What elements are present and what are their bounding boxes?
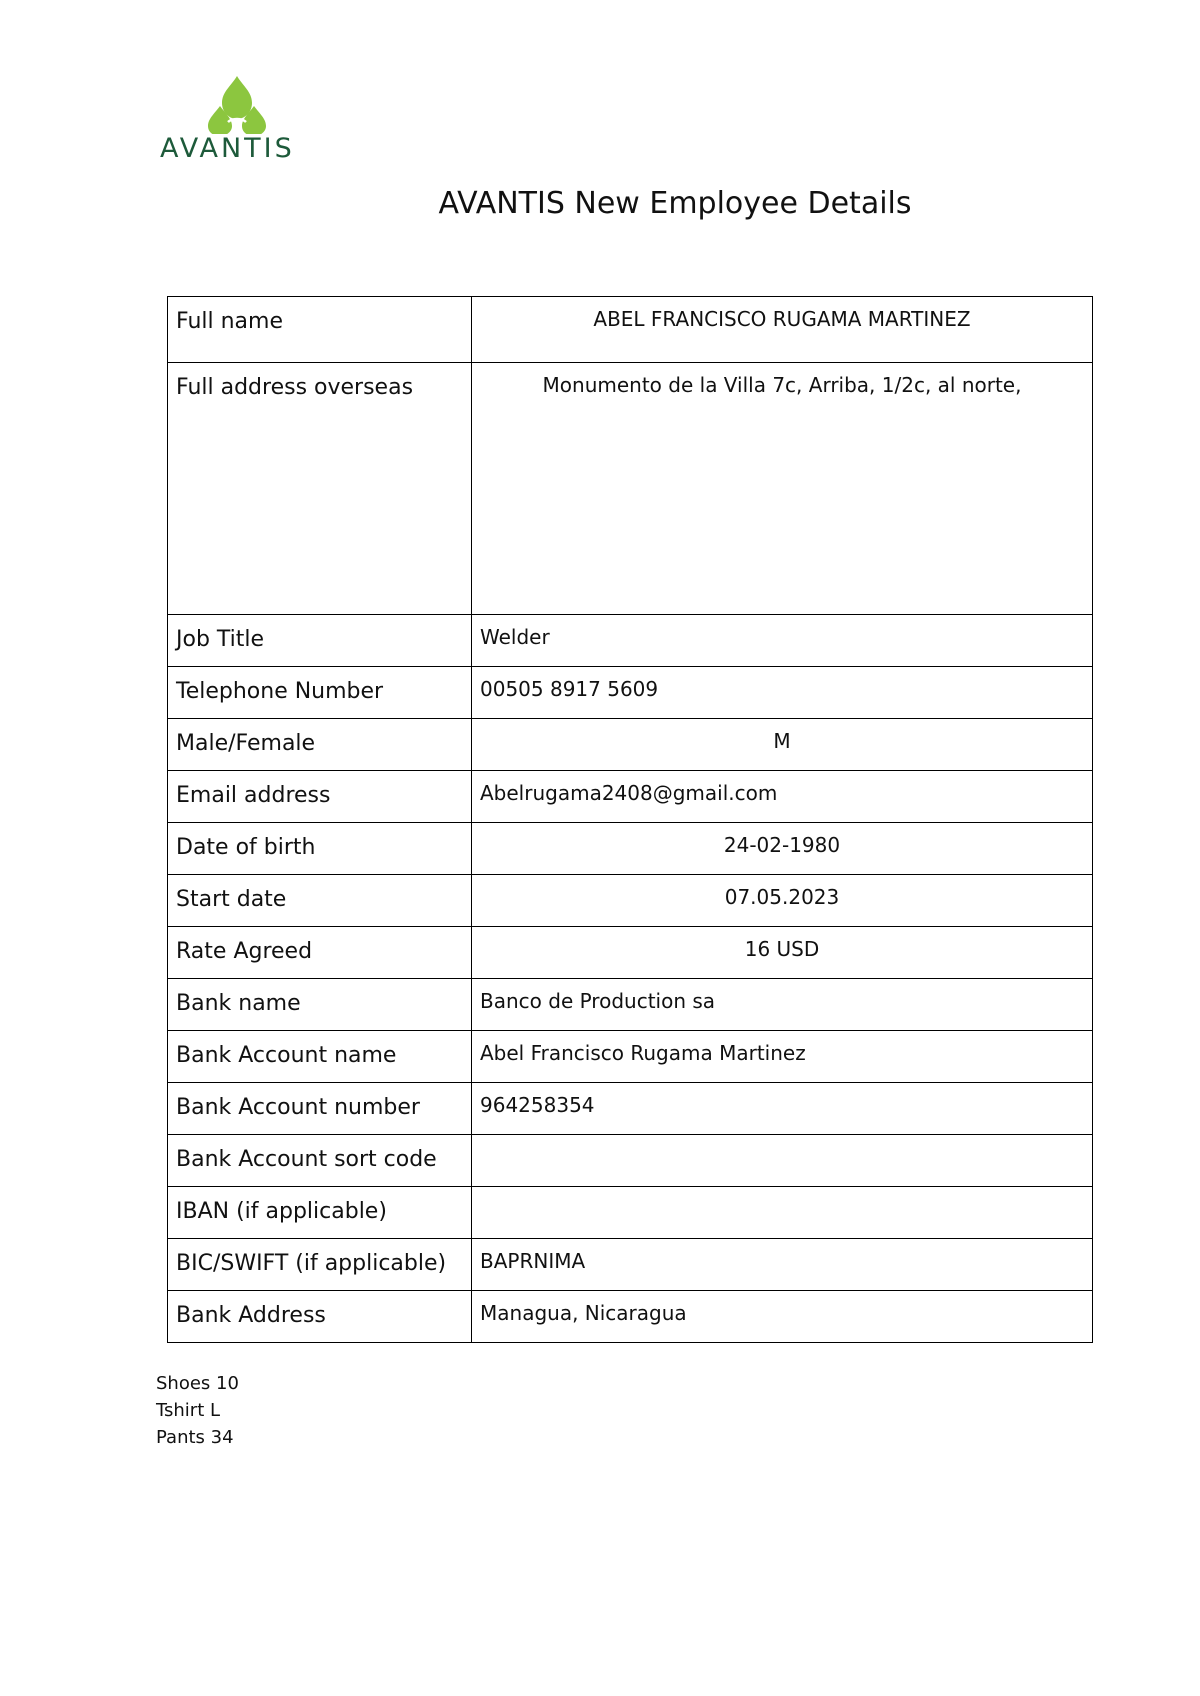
table-row bbox=[168, 297, 1093, 363]
iban-label: IBAN (if applicable) bbox=[168, 1187, 472, 1239]
start-date-value: 07.05.2023 bbox=[472, 875, 1093, 927]
note-line: Tshirt L bbox=[156, 1400, 221, 1421]
note-line: Pants 34 bbox=[156, 1427, 234, 1448]
bank-name-value: Banco de Production sa bbox=[472, 979, 1093, 1031]
table-row bbox=[168, 615, 1093, 667]
table-row bbox=[168, 1187, 1093, 1239]
table-row bbox=[168, 771, 1093, 823]
start-date-label: Start date bbox=[168, 875, 472, 927]
logo-wordmark: AVANTIS bbox=[160, 133, 295, 164]
dob-value: 24-02-1980 bbox=[472, 823, 1093, 875]
job-title-label: Job Title bbox=[168, 615, 472, 667]
telephone-value: 00505 8917 5609 bbox=[472, 667, 1093, 719]
bank-address-label: Bank Address bbox=[168, 1291, 472, 1343]
account-name-value: Abel Francisco Rugama Martinez bbox=[472, 1031, 1093, 1083]
telephone-label: Telephone Number bbox=[168, 667, 472, 719]
table-row bbox=[168, 1031, 1093, 1083]
bic-label: BIC/SWIFT (if applicable) bbox=[168, 1239, 472, 1291]
size-notes bbox=[156, 1370, 239, 1451]
email-label: Email address bbox=[168, 771, 472, 823]
document-title: AVANTIS New Employee Details bbox=[438, 186, 912, 221]
full-name-label: Full name bbox=[168, 297, 472, 363]
note-line: Shoes 10 bbox=[156, 1373, 239, 1394]
table-row bbox=[168, 875, 1093, 927]
table-row bbox=[168, 979, 1093, 1031]
table-row bbox=[168, 363, 1093, 615]
gender-value: M bbox=[472, 719, 1093, 771]
table-row bbox=[168, 667, 1093, 719]
table-row bbox=[168, 719, 1093, 771]
employee-details-table bbox=[167, 296, 1093, 1343]
account-number-value: 964258354 bbox=[472, 1083, 1093, 1135]
company-logo bbox=[160, 74, 314, 166]
rate-label: Rate Agreed bbox=[168, 927, 472, 979]
gender-label: Male/Female bbox=[168, 719, 472, 771]
bank-address-value: Managua, Nicaragua bbox=[472, 1291, 1093, 1343]
bank-name-label: Bank name bbox=[168, 979, 472, 1031]
full-name-value: ABEL FRANCISCO RUGAMA MARTINEZ bbox=[472, 297, 1093, 363]
table-row bbox=[168, 1239, 1093, 1291]
iban-value bbox=[472, 1187, 1093, 1239]
sort-code-label: Bank Account sort code bbox=[168, 1135, 472, 1187]
table-row bbox=[168, 1135, 1093, 1187]
bic-value: BAPRNIMA bbox=[472, 1239, 1093, 1291]
address-value: Monumento de la Villa 7c, Arriba, 1/2c, al norte, bbox=[472, 363, 1093, 615]
email-value: Abelrugama2408@gmail.com bbox=[472, 771, 1093, 823]
sort-code-value bbox=[472, 1135, 1093, 1187]
table-row bbox=[168, 823, 1093, 875]
account-name-label: Bank Account name bbox=[168, 1031, 472, 1083]
dob-label: Date of birth bbox=[168, 823, 472, 875]
table-row bbox=[168, 927, 1093, 979]
address-label: Full address overseas bbox=[168, 363, 472, 615]
table-row bbox=[168, 1083, 1093, 1135]
job-title-value: Welder bbox=[472, 615, 1093, 667]
leaf-drops-icon bbox=[160, 74, 314, 134]
rate-value: 16 USD bbox=[472, 927, 1093, 979]
table-row bbox=[168, 1291, 1093, 1343]
account-number-label: Bank Account number bbox=[168, 1083, 472, 1135]
